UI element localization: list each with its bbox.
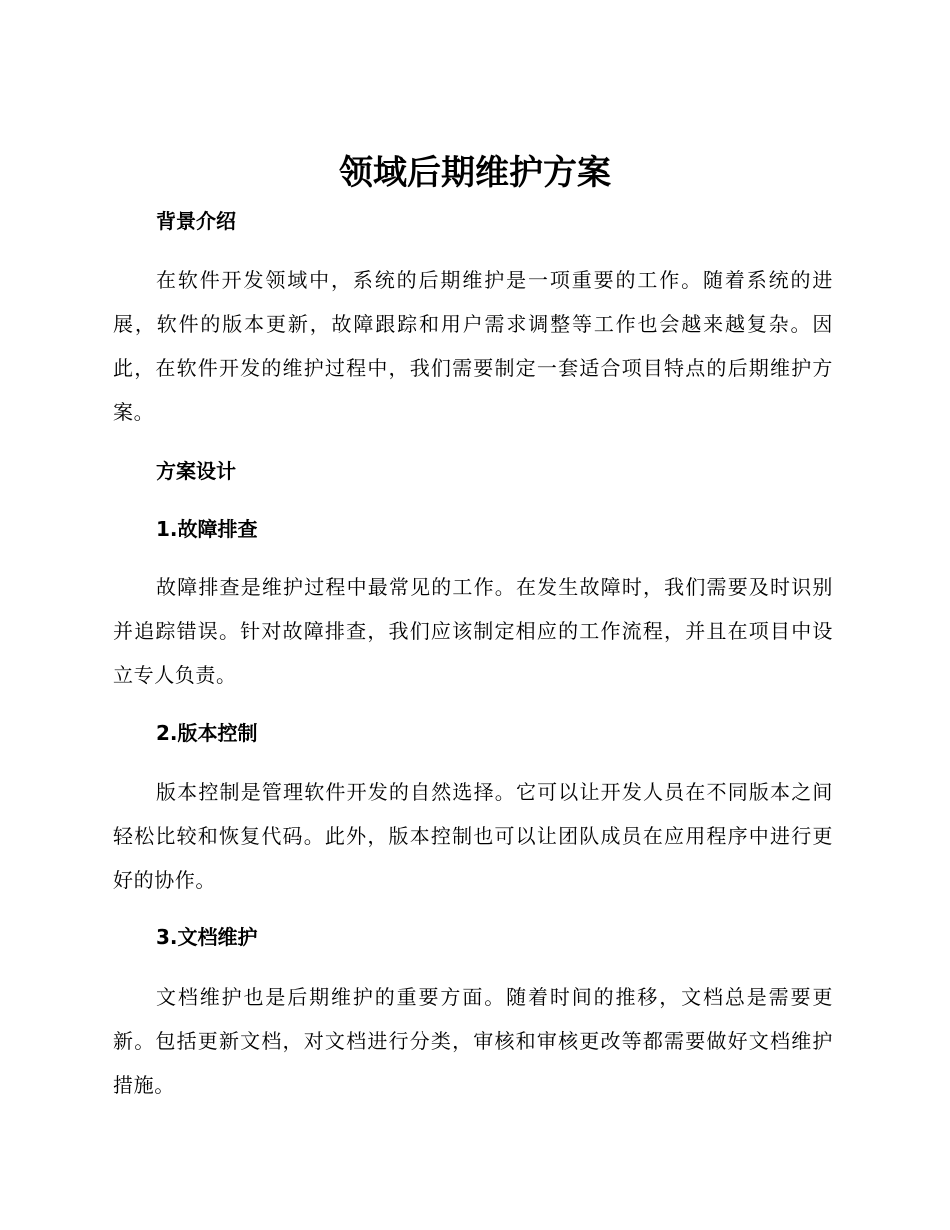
section-heading-documentation: 3.文档维护	[156, 925, 258, 949]
section-paragraph-background: 在软件开发领域中，系统的后期维护是一项重要的工作。随着系统的进展，软件的版本更新，故障跟踪和用户需求调整等工作也会越来越复杂。因此，在软件开发的维护过程中，我们需要制定一套适合项目特点的后期维护方案。	[113, 268, 833, 424]
section-heading-design: 方案设计	[156, 459, 236, 483]
section-heading-background: 背景介绍	[156, 209, 236, 233]
section-heading-troubleshooting: 1.故障排查	[156, 517, 258, 541]
document-title: 领域后期维护方案	[339, 153, 611, 193]
section-paragraph-version-control: 版本控制是管理软件开发的自然选择。它可以让开发人员在不同版本之间轻松比较和恢复代码。此外，版本控制也可以让团队成员在应用程序中进行更好的协作。	[113, 780, 833, 892]
section-paragraph-troubleshooting: 故障排查是维护过程中最常见的工作。在发生故障时，我们需要及时识别并追踪错误。针对故障排查，我们应该制定相应的工作流程，并且在项目中设立专人负责。	[113, 575, 833, 687]
section-heading-version-control: 2.版本控制	[156, 721, 258, 745]
section-paragraph-documentation: 文档维护也是后期维护的重要方面。随着时间的推移，文档总是需要更新。包括更新文档，对文档进行分类，审核和审核更改等都需要做好文档维护措施。	[113, 985, 833, 1097]
